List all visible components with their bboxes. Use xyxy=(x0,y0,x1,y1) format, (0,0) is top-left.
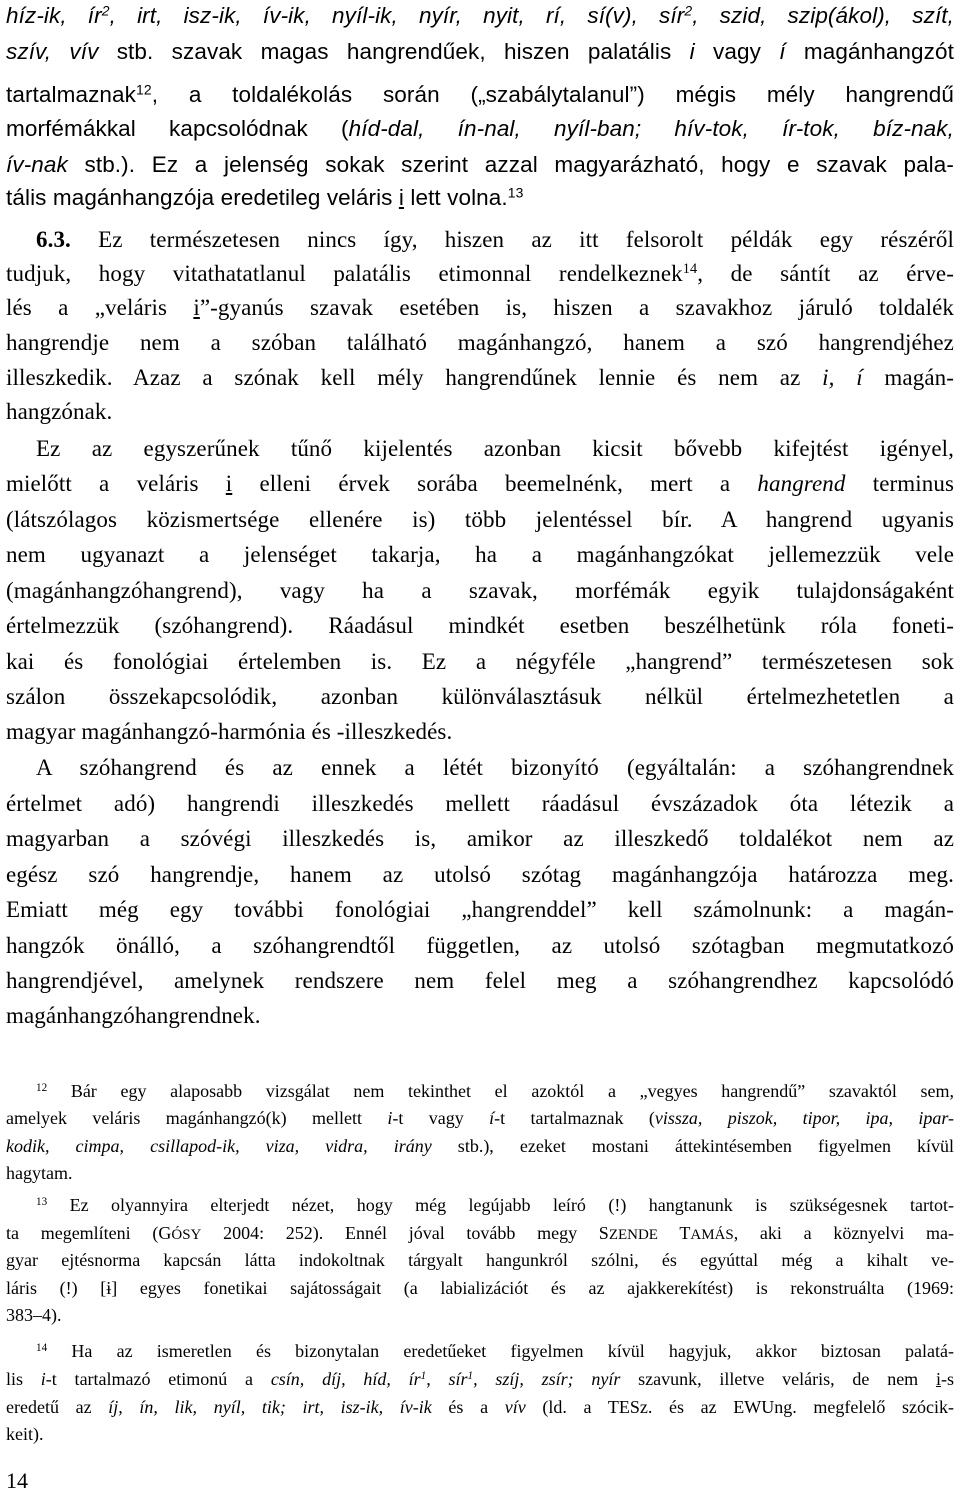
footnote-14-line-1: $^{14}$ Ha az ismeretlen és bizonytalan eredetűeket figyelmen kívül hagyjuk, akkor biztosan palatá- xyxy=(36,1341,954,1361)
footnote-13-line-5: 383–4). xyxy=(6,1305,62,1325)
body-line-12: hangzónak. xyxy=(6,399,113,424)
body-line-18: értelmezzük (szóhangrend). Ráadásul mindkét esetben beszélhetünk róla foneti- xyxy=(6,613,954,638)
body-line-17: (magánhangzóhangrend), vagy ha a szavak, morfémák egyik tulajdonságaként xyxy=(6,578,954,603)
body-line-22: A szóhangrend és az ennek a létét bizonyító (egyáltalán: a szóhangrendnek xyxy=(36,755,954,780)
body-line-9: lés a „veláris i”-gyanús szavak esetében is, hiszen a szavakhoz járuló toldalék xyxy=(6,295,954,320)
body-line-23: értelmet adó) hangrendi illeszkedés mellett ráadásul évszázadok óta létezik a xyxy=(6,791,954,816)
body-line-13: Ez az egyszerűnek tűnő kijelentés azonban kicsit bővebb kifejtést igényel, xyxy=(36,436,954,461)
footnote-14-line-2: lis i-t tartalmazó etimonú a csín, díj, híd, $ír^1$, sír$^1$, szíj, zsír; nyír szavunk, illetve veláris, de nem i-s xyxy=(6,1369,954,1389)
footnote-12-line-2: amelyek veláris magánhangzó(k) mellett i-t vagy í-t tartalmaznak (vissza, piszok, tipor, ipa, ipar- xyxy=(6,1108,954,1128)
body-line-1: híz-ik, $ír^2$, irt, isz-ik, ív-ik, nyíl-ik, nyír, nyit, rí, sí(v), sír$^2$, szid, szip(ákol), szít, xyxy=(6,2,954,28)
body-line-16: nem ugyanazt a jelenséget takarja, ha a magánhangzókat jellemezzük vele xyxy=(6,542,954,567)
page-number: 14 xyxy=(6,1468,28,1493)
body-line-8: tudjuk, hogy vitathatatlanul palatális etimonnal rendelkeznek$^{14}$, de sántít az érve- xyxy=(6,261,954,286)
body-line-5: ív-nak stb.). Ez a jelenség sokak szerint azzal magyarázható, hogy e szavak pala- xyxy=(6,152,954,177)
body-line-25: egész szó hangrendje, hanem az utolsó szótag magánhangzója határozza meg. xyxy=(6,862,954,887)
body-line-6: tális magánhangzója eredetileg veláris i lett volna.$^{13}$ xyxy=(6,184,524,210)
footnote-13-line-2: ta megemlíteni (GÓSY 2004: 252). Ennél jóval tovább megy SZENDE TAMÁS, aki a köznyelvi ma- xyxy=(6,1223,954,1243)
body-line-27: hangzók önálló, a szóhangrendtől független, az utolsó szótagban megmutatkozó xyxy=(6,933,954,958)
body-line-4: morfémákkal kapcsolódnak (híd-dal, ín-nal, nyíl-ban; hív-tok, ír-tok, bíz-nak, xyxy=(6,116,954,141)
body-line-7: 6.3. Ez természetesen nincs így, hiszen az itt felsorolt példák egy részéről xyxy=(36,227,954,252)
footnote-14-line-3: eredetű az íj, ín, lik, nyíl, tik; irt, isz-ik, ív-ik és a vív (ld. a TESz. és az EWUng. megfelelő szócik- xyxy=(6,1397,954,1417)
body-line-11: illeszkedik. Azaz a szónak kell mély hangrendűnek lennie és nem az i, í magán- xyxy=(6,365,954,390)
footnote-13-line-3: gyar ejtésnorma kapcsán látta indokoltnak tárgyalt hangunkról szólni, és egyúttal még a kihalt ve- xyxy=(6,1250,954,1270)
body-line-2: szív, vív stb. szavak magas hangrendűek, hiszen palatális i vagy í magánhangzót xyxy=(6,39,954,64)
body-line-14: mielőtt a veláris i elleni érvek sorába beemelnénk, mert a hangrend terminus xyxy=(6,471,954,496)
body-line-19: kai és fonológiai értelemben is. Ez a négyféle „hangrend” természetesen sok xyxy=(6,649,954,674)
body-line-28: hangrendjével, amelynek rendszere nem felel meg a szóhangrendhez kapcsolódó xyxy=(6,968,954,993)
footnote-12-line-4: hagytam. xyxy=(6,1163,73,1183)
footnote-12-line-3: kodik, cimpa, csillapod-ik, viza, vidra, irány stb.), ezeket mostani áttekintésemben figyelmen kívül xyxy=(6,1136,955,1156)
body-line-20: szálon összekapcsolódik, azonban különválasztásuk nélkül értelmezhetetlen a xyxy=(6,684,954,709)
body-line-26: Emiatt még egy további fonológiai „hangrenddel” kell számolnunk: a magán- xyxy=(6,897,954,922)
body-line-15: (látszólagos közismertsége ellenére is) több jelentéssel bír. A hangrend ugyanis xyxy=(6,507,954,532)
footnote-14-line-4: keit). xyxy=(6,1424,44,1444)
body-line-29: magánhangzóhangrendnek. xyxy=(6,1003,261,1028)
footnote-12-line-1: $^{12}$ Bár egy alaposabb vizsgálat nem tekinthet el azoktól a „vegyes hangrendű” szavaktól sem, xyxy=(36,1081,954,1101)
body-line-3: tartalmaznak$^{12}$, a toldalékolás során („szabálytalanul”) mégis mély hangrendű xyxy=(6,81,954,107)
body-line-21: magyar magánhangzó-harmónia és -illeszkedés. xyxy=(6,719,453,744)
footnote-13-line-1: $^{13}$ Ez olyannyira elterjedt nézet, hogy még legújabb leíró (!) hangtanunk is szükségesnek tartot- xyxy=(36,1195,954,1215)
body-line-10: hangrendje nem a szóban található magánhangzó, hanem a szó hangrendjéhez xyxy=(6,330,954,355)
body-line-24: magyarban a szóvégi illeszkedés is, amikor az illeszkedő toldalékot nem az xyxy=(6,826,954,851)
footnote-13-line-4: láris (!) [ɨ] egyes fonetikai sajátosságait (a labializációt és az ajakkerekítést) is rekonstruálta (1969: xyxy=(6,1278,954,1298)
